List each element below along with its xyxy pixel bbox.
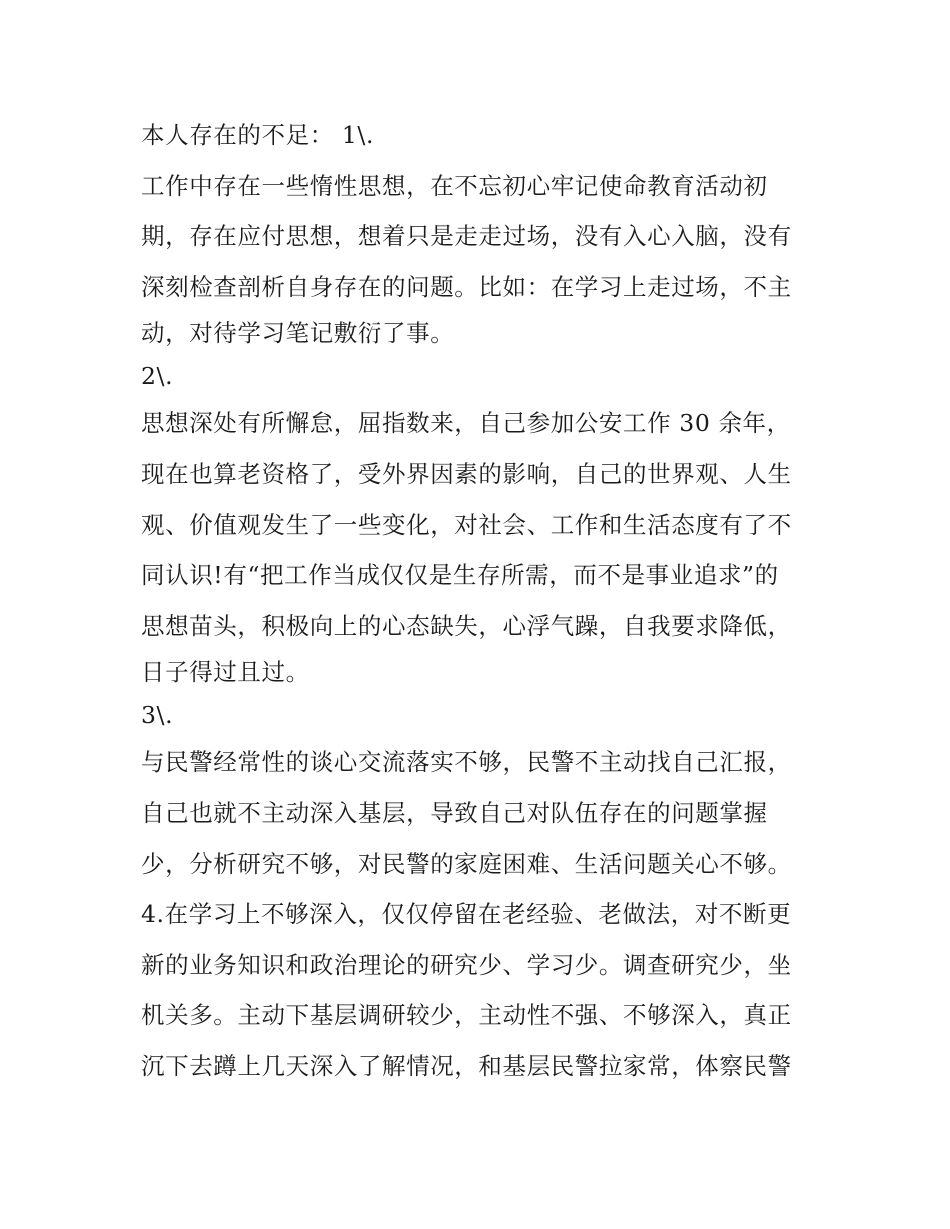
text-line: 4.在学习上不够深入，仅仅停留在老经验、老做法，对不断更 — [141, 900, 792, 929]
document-body — [141, 110, 821, 1092]
section-number: 2\. — [141, 362, 174, 391]
text-line: 思想苗头，积极向上的心态缺失，心浮气躁，自我要求降低， — [141, 611, 792, 640]
text-line: 自己也就不主动深入基层，导致自己对队伍存在的问题掌握 — [141, 798, 768, 827]
text-line: 本人存在的不足： 1\. — [141, 121, 375, 149]
text-line: 少，分析研究不够，对民警的家庭困难、生活问题关心不够。 — [141, 849, 792, 878]
text-line: 思想深处有所懈怠，屈指数来，自己参加公安工作 30 余年， — [141, 409, 791, 438]
text-line: 机关多。主动下基层调研较少，主动性不强、不够深入，真正 — [141, 1001, 792, 1030]
text-line: 深刻检查剖析自身存在的问题。比如：在学习上走过场，不主 — [141, 272, 792, 301]
text-line: 动，对待学习笔记敷衍了事。 — [141, 319, 455, 348]
text-line: 期，存在应付思想，想着只是走走过场，没有入心入脑，没有 — [141, 222, 792, 251]
text-line: 与民警经常性的谈心交流落实不够，民警不主动找自己汇报， — [141, 748, 792, 777]
text-line: 日子得过且过。 — [141, 658, 310, 687]
text-line: 工作中存在一些惰性思想，在不忘初心牢记使命教育活动初 — [141, 171, 768, 200]
text-line: 现在也算老资格了，受外界因素的影响，自己的世界观、人生 — [141, 459, 792, 488]
section-number: 3\. — [141, 701, 174, 730]
text-line: 同认识!有“把工作当成仅仅是生存所需，而不是事业追求”的 — [141, 561, 779, 590]
text-line: 沉下去蹲上几天深入了解情况，和基层民警拉家常，体察民警 — [141, 1051, 792, 1080]
text-line: 观、价值观发生了一些变化，对社会、工作和生活态度有了不 — [141, 510, 792, 539]
text-line: 新的业务知识和政治理论的研究少、学习少。调查研究少，坐 — [141, 950, 792, 979]
